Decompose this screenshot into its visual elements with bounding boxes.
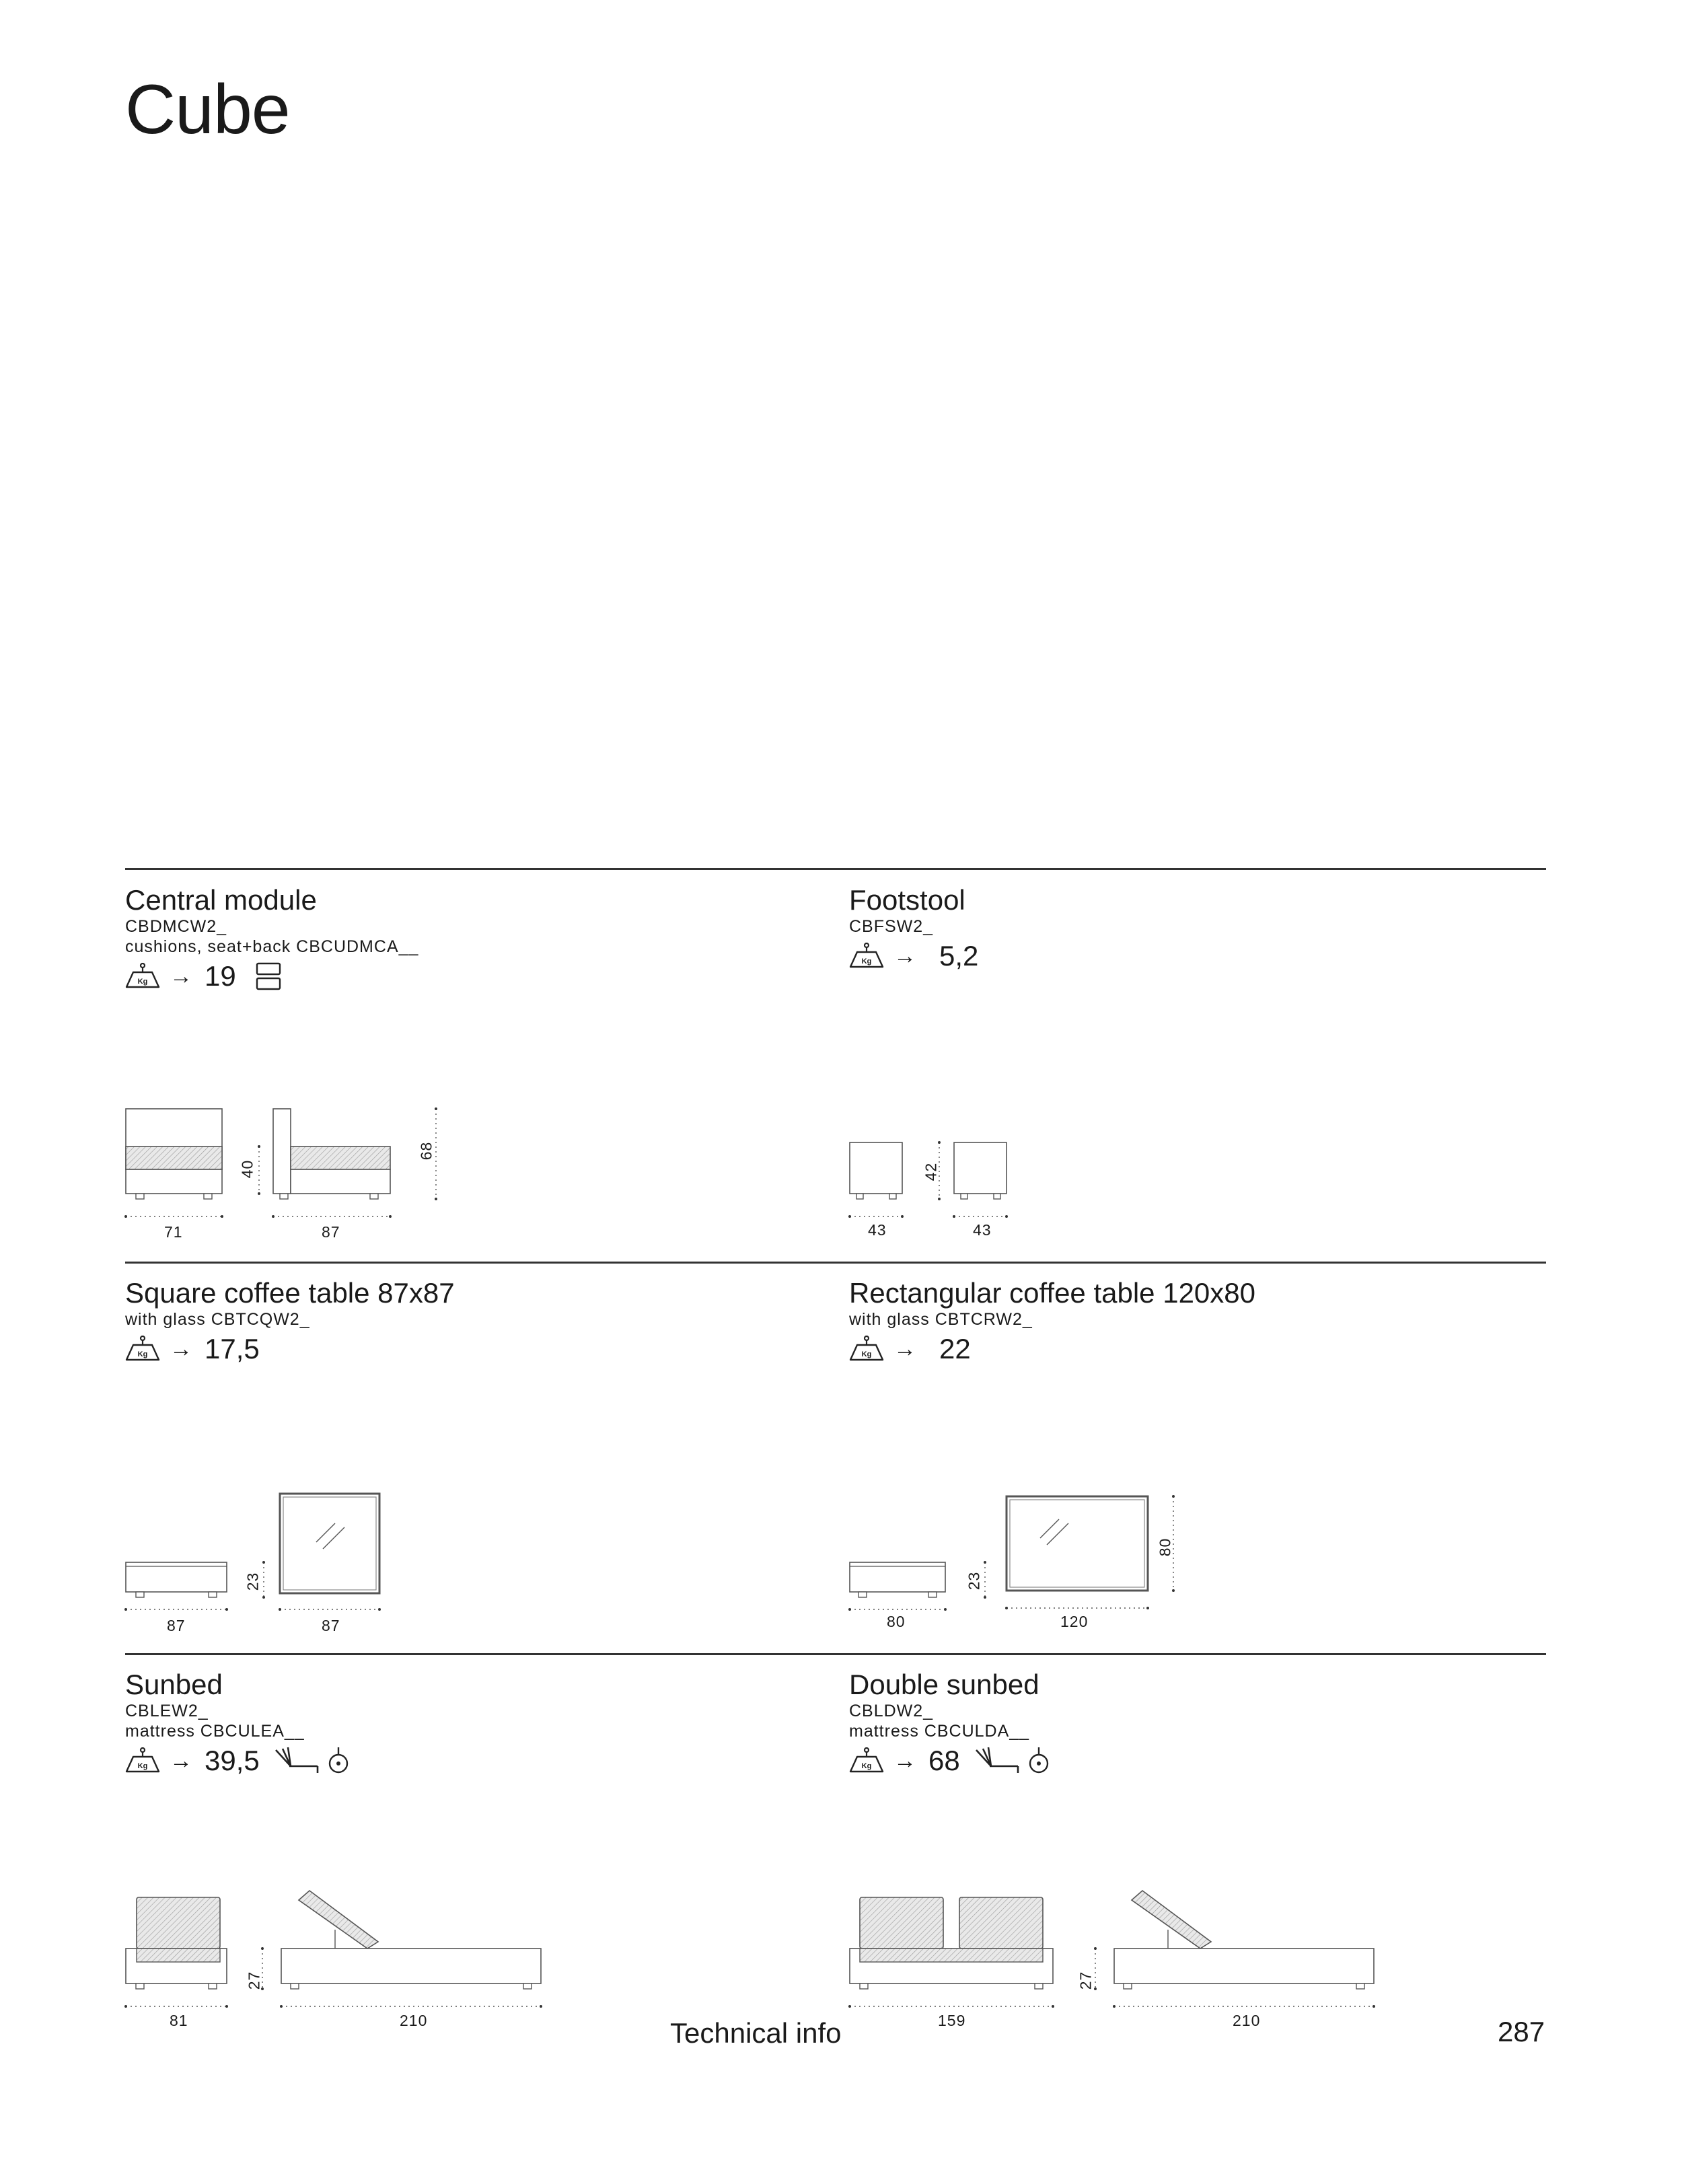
dimension-label: 159 [938,2012,966,2029]
weight-value: 19 [205,960,236,992]
square-table-block [125,1277,455,1369]
dimension-label: 42 [922,1162,940,1181]
weight-row [125,957,418,996]
double-sunbed-drawing [845,1884,1417,2018]
item-extra: cushions, seat+back CBCUDMCA__ [125,937,419,956]
dimension-label: 80 [1156,1537,1174,1557]
section-divider [125,868,1546,870]
dimension-label: 71 [164,1223,183,1241]
central-module-drawing [121,1097,458,1245]
weight-kg-icon: Kg [125,1747,160,1774]
dimension-label: 81 [170,2012,188,2029]
arrow-icon: → [893,1747,916,1774]
item-name: Rectangular coffee table 120x80 [849,1277,1255,1309]
reclining-backrest-icon [273,1746,320,1776]
weight-row [849,1741,1050,1780]
arrow-icon: → [170,963,192,989]
weight-value: 68 [928,1745,960,1776]
cushions-icon [255,961,282,991]
dimension-label: 87 [322,1617,340,1634]
section-divider [125,1653,1546,1655]
weight-value: 22 [939,1333,971,1364]
dimension-label: 43 [973,1221,992,1239]
weight-row [125,1330,455,1369]
weight-value: 39,5 [205,1745,260,1776]
item-name: Double sunbed [849,1669,1039,1700]
section-divider [125,1262,1546,1264]
dimension-label: 87 [167,1617,186,1634]
dimension-label: 40 [238,1159,256,1179]
weight-kg-icon: Kg [849,943,884,970]
arrow-icon: → [893,1336,916,1362]
weight-value: 5,2 [939,940,979,972]
dimension-label: 210 [1233,2012,1261,2029]
square-table-drawing [121,1487,404,1622]
item-name: Central module [125,884,317,916]
weight-row [125,1741,350,1780]
weight-kg-icon: Kg [125,1336,160,1362]
weight-kg-icon: Kg [849,1747,884,1774]
arrow-icon: → [893,943,916,969]
sunbed-drawing [121,1884,558,2018]
weight-row [849,937,978,976]
reclining-backrest-icon [974,1746,1021,1776]
rect-table-block [849,1277,1255,1369]
arrow-icon: → [170,1747,192,1774]
footer-section-label: Technical info [670,2017,842,2049]
item-extra: mattress CBCULDA__ [849,1722,1030,1741]
dimension-label: 43 [868,1221,887,1239]
weight-kg-icon: Kg [849,1336,884,1362]
item-name: Footstool [849,884,965,916]
footstool-block [849,884,978,976]
dimension-label: 27 [1076,1971,1095,1990]
item-code: with glass CBTCQW2_ [125,1310,310,1329]
item-code: with glass CBTCRW2_ [849,1310,1033,1329]
central-module-block [125,884,418,996]
page-title: Cube [125,71,290,149]
wheel-icon [1027,1746,1050,1776]
item-name: Sunbed [125,1669,223,1700]
arrow-icon: → [170,1336,192,1362]
page-number: 287 [1498,2016,1545,2047]
dimension-label: 80 [887,1613,906,1630]
item-name: Square coffee table 87x87 [125,1277,455,1309]
weight-row [849,1330,1255,1369]
rect-table-drawing [845,1487,1195,1622]
weight-value: 17,5 [205,1333,260,1364]
wheel-icon [327,1746,350,1776]
dimension-label: 27 [245,1971,263,1990]
item-code: CBLDW2_ [849,1702,934,1720]
dimension-label: 23 [244,1572,262,1591]
dimension-label: 87 [322,1223,340,1241]
item-code: CBFSW2_ [849,917,934,936]
item-code: CBDMCW2_ [125,917,227,936]
dimension-label: 120 [1060,1613,1089,1630]
weight-kg-icon: Kg [125,963,160,990]
item-code: CBLEW2_ [125,1702,209,1720]
sunbed-block [125,1669,350,1780]
dimension-label: 23 [965,1571,983,1591]
item-extra: mattress CBCULEA__ [125,1722,305,1741]
dimension-label: 68 [417,1141,435,1161]
footstool-drawing [845,1130,1047,1231]
dimension-label: 210 [400,2012,428,2029]
double-sunbed-block [849,1669,1050,1780]
